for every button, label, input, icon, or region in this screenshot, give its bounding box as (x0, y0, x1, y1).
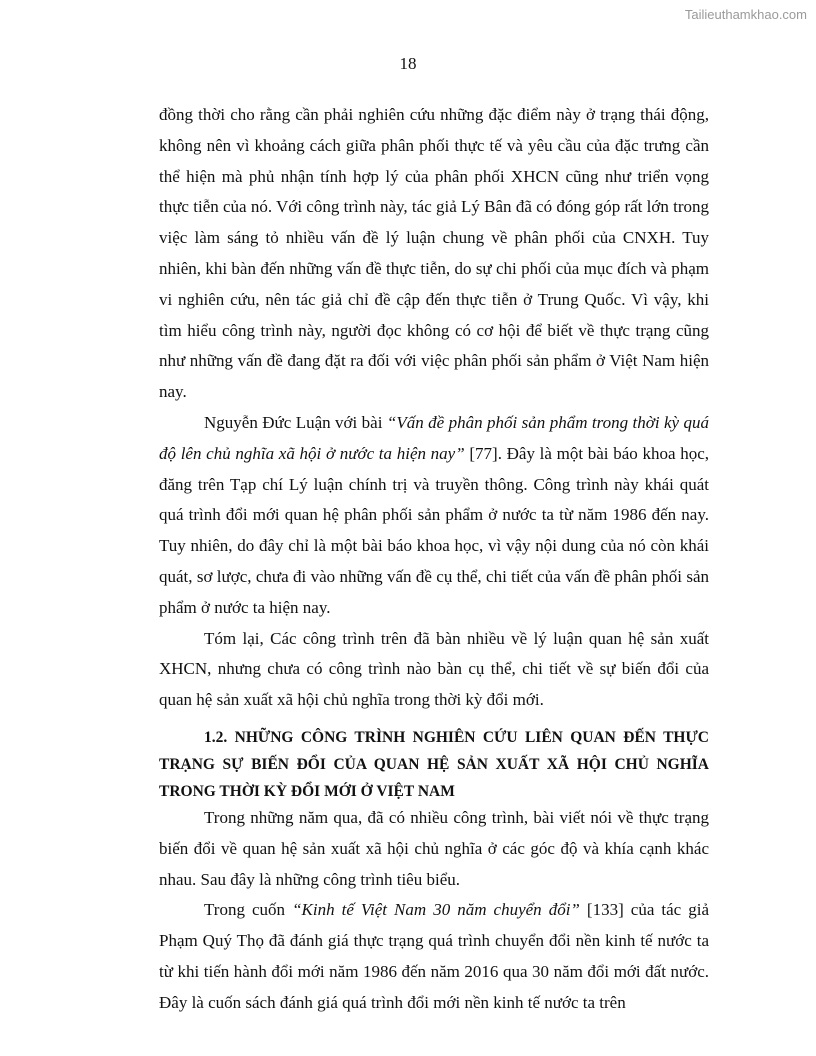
paragraph: Tóm lại, Các công trình trên đã bàn nhiều về lý luận quan hệ sản xuất XHCN, nhưng chưa có công trình nào bàn cụ thể, chi tiết về sự biến đổi của quan hệ sản xuất xã hội chủ nghĩa trong thời kỳ đổi mới. (159, 628, 709, 710)
paragraph: đồng thời cho rằng cần phải nghiên cứu những đặc điểm này ở trạng thái động, không nên vì khoảng cách giữa phân phối thực tế và yêu cầu của đặc trưng cần thể hiện mà phủ nhận tính hợp lý của phân phối XHCN cũng như triển vọng thực tiễn của nó. Với công trình này, tác giả Lý Bân đã có đóng góp rất lớn trong việc làm sáng tỏ nhiều vấn đề lý luận chung về phân phối của CNXH. Tuy nhiên, khi bàn đến những vấn đề thực tiễn, do sự chi phối của mục đích và phạm vi nghiên cứu, nên tác giả chỉ đề cập đến thực tiễn ở Trung Quốc. Vì vậy, khi tìm hiểu công trình này, người đọc không có cơ hội để biết về thực trạng cũng như những vấn đề đang đặt ra đối với việc phân phối sản phẩm ở Việt Nam hiện nay. (159, 105, 709, 402)
paragraph-text: [77]. Đây là một bài báo khoa học, đăng trên Tạp chí Lý luận chính trị và truyền thông. Công trình này khái quát quá trình đổi mới quan hệ phân phối sản phẩm ở nước ta từ năm 1986 đến nay. Tuy nhiên, do đây chỉ là một bài báo khoa học, vì vậy nội dung của nó còn khái quát, sơ lược, chưa đi vào những vấn đề cụ thể, chi tiết của vấn đề phân phối sản phẩm ở nước ta hiện nay. (159, 443, 709, 617)
paragraph (159, 895, 709, 1018)
paragraph-text: Nguyễn Đức Luận với bài (204, 412, 387, 432)
cited-work-title: “Kinh tế Việt Nam 30 năm chuyển đổi” (292, 900, 580, 920)
paragraph: Trong những năm qua, đã có nhiều công trình, bài viết nói về thực trạng biến đổi về quan hệ sản xuất xã hội chủ nghĩa ở các góc độ và khía cạnh khác nhau. Sau đây là những công trình tiêu biểu. (159, 807, 709, 889)
watermark-text: Tailieuthamkhao.com (684, 7, 807, 22)
paragraph-text: Trong cuốn (204, 900, 293, 920)
paragraph-text: [133] của tác giả Phạm Quý Thọ đã đánh giá thực trạng quá trình chuyển đổi nền kinh tế nước ta từ khi tiến hành đổi mới năm 1986 đến năm 2016 qua 30 năm đổi mới đất nước. Đây là cuốn sách đánh giá quá trình đổi mới nền kinh tế nước ta trên (159, 900, 710, 1012)
document-body (159, 100, 709, 1019)
cited-work-title: “Vấn đề phân phối sản phẩm trong thời kỳ quá độ lên chủ nghĩa xã hội ở nước ta hiện nay” (159, 412, 709, 463)
section-heading: 1.2. NHỮNG CÔNG TRÌNH NGHIÊN CỨU LIÊN QUAN ĐẾN THỰC TRẠNG SỰ BIẾN ĐỔI CỦA QUAN HỆ SẢN XUẤT XÃ HỘI CHỦ NGHĨA TRONG THỜI KỲ ĐỔI MỚI Ở VIỆT NAM (159, 728, 709, 800)
page-number: 18 (399, 54, 417, 73)
paragraph (159, 408, 709, 624)
